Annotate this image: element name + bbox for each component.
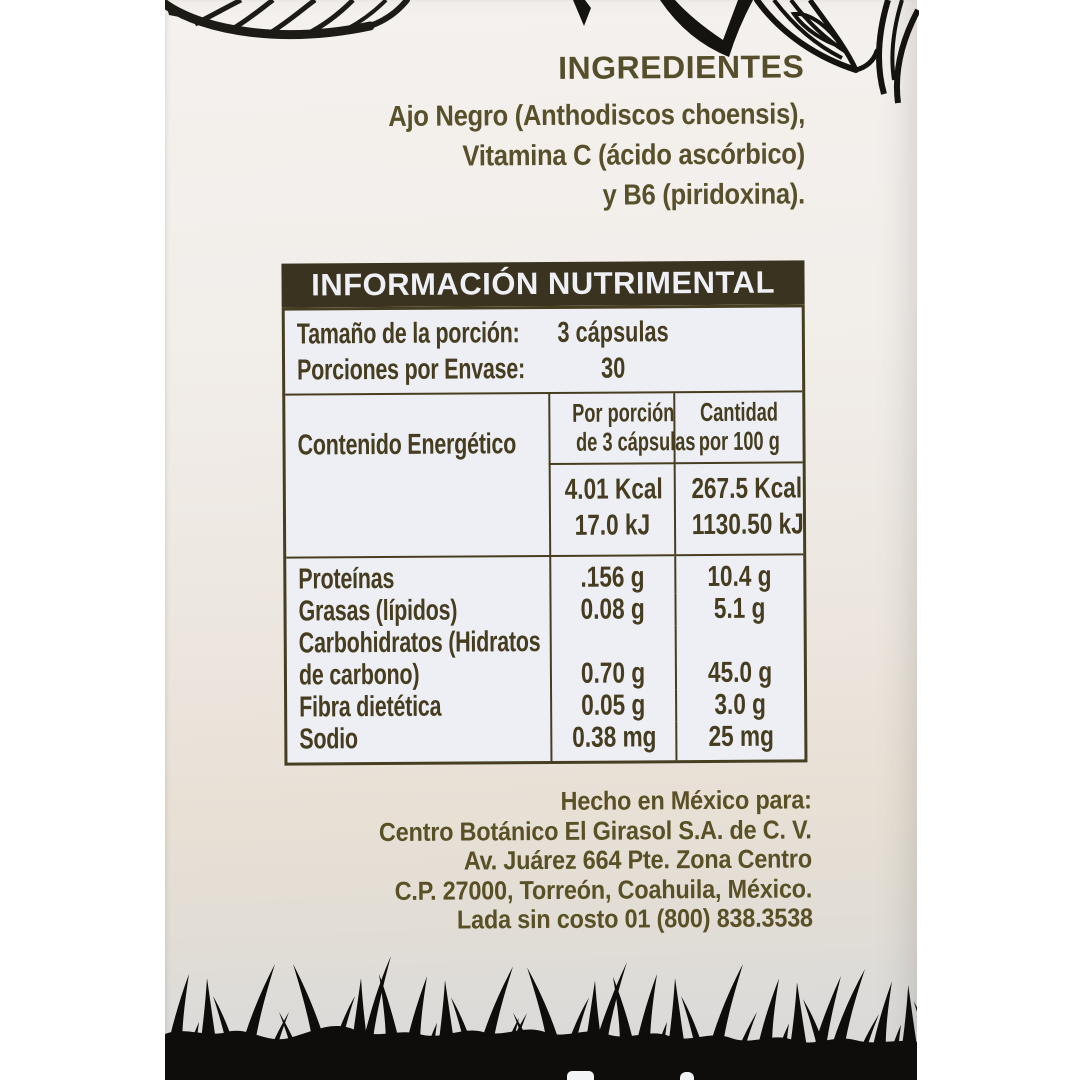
partial-logo-mark <box>680 1072 694 1080</box>
energy-per-100g-values: 267.5 Kcal 1130.50 kJ <box>674 463 804 554</box>
nutrient-per-serving: 0.70 g <box>550 625 675 690</box>
partial-logo-mark <box>567 1071 594 1080</box>
city-line: C.P. 27000, Torreón, Coahuila, México. <box>394 872 813 906</box>
nutrient-per-100g: 45.0 g <box>675 624 804 689</box>
nutrient-label: Grasas (lípidos) <box>298 594 458 628</box>
nutrient-per-serving: .156 g <box>549 556 674 594</box>
energy-section <box>285 390 803 556</box>
made-in-line: Hecho en México para: <box>560 784 812 816</box>
servings-per-pack-label: Porciones por Envase: <box>296 353 526 387</box>
ingredient-line: Vitamina C (ácido ascórbico) <box>462 138 805 173</box>
serving-size-row <box>297 313 802 352</box>
ingredient-line: Ajo Negro (Anthodiscos choensis), <box>387 98 805 133</box>
ingredients-block <box>331 48 805 217</box>
company-line: Centro Botánico El Girasol S.A. de C. V. <box>379 813 812 847</box>
servings-per-pack-row <box>297 349 802 388</box>
energy-label: Contenido Energético <box>297 428 517 462</box>
servings-per-pack-value: 30 <box>600 352 626 385</box>
nutrient-label: Sodio <box>299 723 358 756</box>
nutrient-per-serving: 0.38 mg <box>550 721 675 761</box>
street-line: Av. Juárez 664 Pte. Zona Centro <box>463 843 813 876</box>
nutrient-label: Carbohidratos (Hidratos de carbono) <box>298 626 541 692</box>
phone-line: Lada sin costo 01 (800) 838.3538 <box>456 902 813 935</box>
serving-size-label: Tamaño de la porción: <box>296 317 520 351</box>
serving-section <box>285 307 802 393</box>
nutrient-per-100g: 25 mg <box>675 720 804 760</box>
nutrient-per-100g: 3.0 g <box>675 688 804 721</box>
nutrition-table-title: INFORMACIÓN NUTRIMENTAL <box>281 260 804 307</box>
nutrient-label: Proteínas <box>298 562 395 596</box>
ingredients-title: INGREDIENTES <box>558 48 805 86</box>
nutrients-section <box>286 553 804 762</box>
nutrient-per-serving: 0.08 g <box>549 593 674 626</box>
package-panel <box>165 0 917 1080</box>
manufacturer-block <box>331 785 813 935</box>
nutrition-table <box>281 260 807 765</box>
label-content <box>162 0 921 1080</box>
nutrient-per-serving: 0.05 g <box>550 689 675 722</box>
nutrient-label: Fibra dietética <box>299 690 442 724</box>
column-header-per-100g: Cantidad por 100 g <box>673 392 802 464</box>
nutrient-per-100g: 10.4 g <box>674 555 803 593</box>
nutrient-per-100g: 5.1 g <box>674 592 803 625</box>
energy-per-serving-values: 4.01 Kcal 17.0 kJ <box>549 464 675 555</box>
column-header-per-serving: Por porción de 3 cápsulas <box>548 393 673 465</box>
grass-silhouette-icon <box>165 948 917 1080</box>
nutrition-table-body <box>282 304 808 765</box>
ingredient-line: y B6 (piridoxina). <box>602 178 806 212</box>
serving-size-value: 3 cápsulas <box>557 316 669 349</box>
